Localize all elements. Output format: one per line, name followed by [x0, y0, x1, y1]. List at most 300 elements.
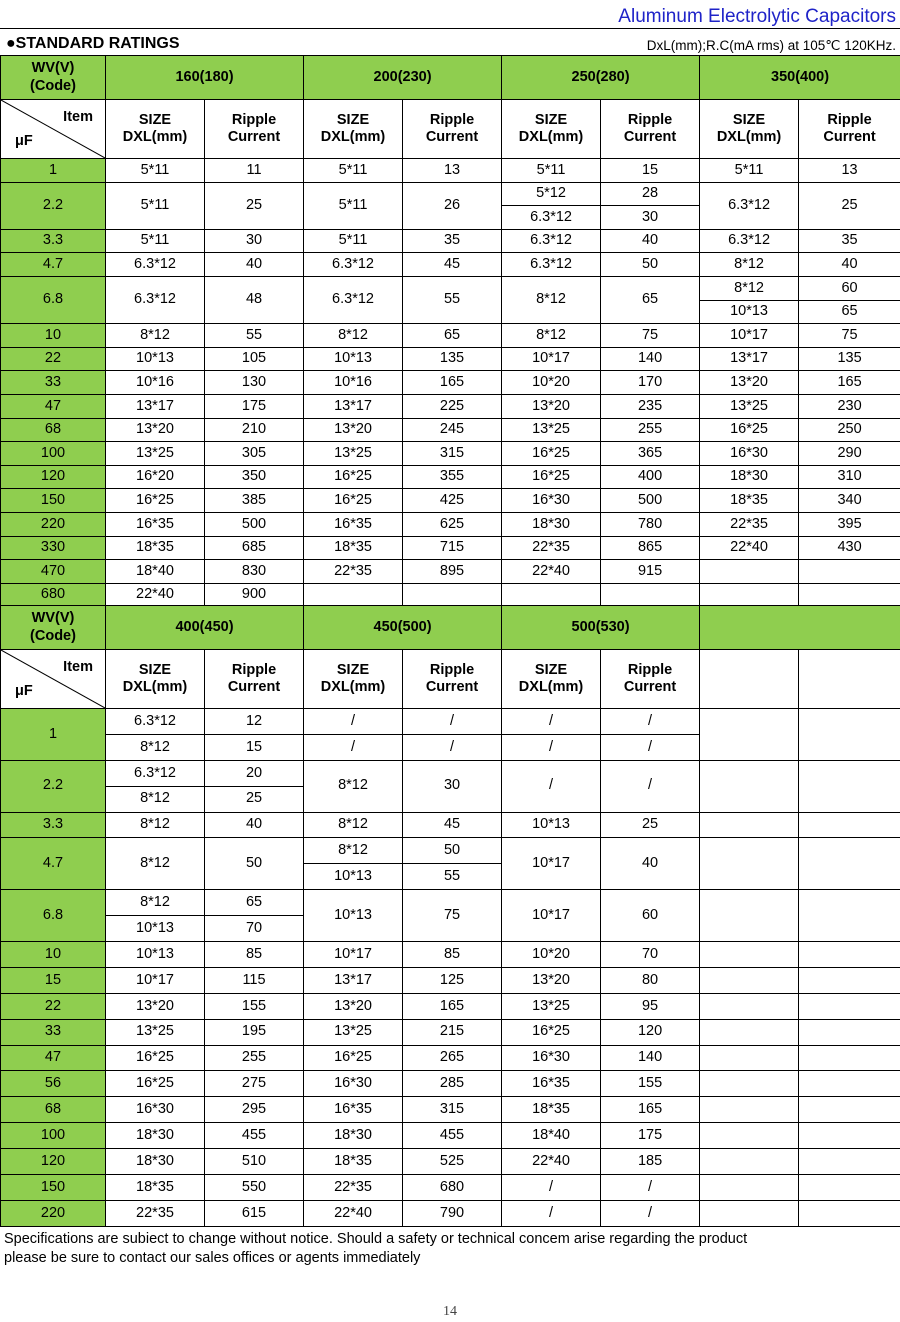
rating-cell: 155: [601, 1071, 700, 1097]
rating-cell: 425: [403, 489, 502, 513]
rating-cell: 6.3*12: [106, 709, 205, 735]
rating-cell: 55: [403, 276, 502, 323]
rating-cell: 10*16: [304, 371, 403, 395]
rating-row: [1, 512, 900, 536]
empty-header-cell: [799, 650, 900, 709]
rating-cell: [799, 890, 900, 942]
rating-cell: 18*35: [106, 536, 205, 560]
rating-cell: 170: [601, 371, 700, 395]
rating-cell: 13*25: [304, 442, 403, 466]
capacitance-cell: 100: [1, 442, 106, 466]
rating-cell: 5*11: [304, 182, 403, 229]
rating-cell: [799, 709, 900, 761]
rating-cell: 25: [205, 182, 304, 229]
rating-cell: 18*30: [700, 465, 799, 489]
rating-cell: 30: [601, 206, 700, 230]
rating-cell: 18*35: [700, 489, 799, 513]
rating-cell: 50: [403, 838, 502, 864]
rating-cell: 20: [205, 760, 304, 786]
rating-cell: 6.3*12: [106, 276, 205, 323]
disclaimer-line: Specifications are subiect to change without notice. Should a safety or technical concem arise regarding the product: [4, 1231, 748, 1247]
rating-cell: 26: [403, 182, 502, 229]
rating-cell: 16*25: [502, 442, 601, 466]
ratings-table-2: [0, 605, 900, 1227]
rating-row: [1, 1071, 900, 1097]
rating-cell: 16*25: [502, 1019, 601, 1045]
item-uf-corner-cell: [1, 650, 106, 709]
rating-cell: 780: [601, 512, 700, 536]
rating-cell: 140: [601, 1045, 700, 1071]
rating-cell: 40: [799, 253, 900, 277]
rating-cell: 120: [601, 1019, 700, 1045]
rating-cell: 16*25: [304, 489, 403, 513]
rating-cell: [799, 1071, 900, 1097]
rating-cell: 5*11: [304, 159, 403, 183]
rating-cell: 6.3*12: [700, 229, 799, 253]
rating-cell: 16*20: [106, 465, 205, 489]
rating-cell: 315: [403, 442, 502, 466]
capacitance-cell: 150: [1, 489, 106, 513]
rating-cell: 165: [799, 371, 900, 395]
rating-cell: [700, 838, 799, 890]
capacitance-cell: 6.8: [1, 276, 106, 323]
capacitance-cell: 220: [1, 512, 106, 536]
rating-cell: 70: [601, 942, 700, 968]
rating-cell: 715: [403, 536, 502, 560]
rating-cell: 16*35: [304, 512, 403, 536]
rating-cell: 8*12: [700, 253, 799, 277]
rating-row: [1, 583, 900, 607]
rating-row: [1, 182, 900, 206]
rating-cell: [700, 812, 799, 838]
rating-row: [1, 1123, 900, 1149]
capacitance-cell: 56: [1, 1071, 106, 1097]
rating-cell: /: [502, 709, 601, 735]
rating-cell: /: [502, 760, 601, 812]
rating-cell: 830: [205, 560, 304, 584]
capacitance-cell: 1: [1, 709, 106, 761]
rating-cell: [700, 1200, 799, 1226]
rating-cell: 10*13: [700, 300, 799, 324]
rating-cell: 10*20: [502, 371, 601, 395]
rating-cell: [799, 967, 900, 993]
rating-cell: 10*17: [502, 890, 601, 942]
ripple-column-header: Ripple Current: [403, 100, 502, 159]
rating-cell: [700, 1071, 799, 1097]
rating-cell: [799, 993, 900, 1019]
rating-cell: 16*30: [106, 1097, 205, 1123]
rating-row: [1, 838, 900, 864]
section-title: ●STANDARD RATINGS: [6, 35, 180, 52]
rating-cell: 365: [601, 442, 700, 466]
rating-cell: 395: [799, 512, 900, 536]
rating-cell: 250: [799, 418, 900, 442]
rating-cell: [700, 760, 799, 812]
rating-cell: 165: [403, 371, 502, 395]
rating-cell: [799, 1200, 900, 1226]
rating-cell: [799, 1123, 900, 1149]
rating-cell: /: [601, 734, 700, 760]
rating-cell: 625: [403, 512, 502, 536]
rating-cell: 95: [601, 993, 700, 1019]
ripple-column-header: Ripple Current: [403, 650, 502, 709]
size-column-header: SIZE DXL(mm): [106, 650, 205, 709]
rating-cell: 55: [403, 864, 502, 890]
ripple-column-header: Ripple Current: [205, 650, 304, 709]
disclaimer-note: [4, 1230, 747, 1268]
rating-cell: 8*12: [700, 276, 799, 300]
rating-cell: 22*40: [304, 1200, 403, 1226]
rating-cell: 22*35: [502, 536, 601, 560]
rating-cell: 18*40: [502, 1123, 601, 1149]
rating-cell: 8*12: [304, 760, 403, 812]
rating-cell: 13*25: [502, 993, 601, 1019]
rating-cell: 18*35: [502, 1097, 601, 1123]
rating-row: [1, 276, 900, 300]
rating-cell: 11: [205, 159, 304, 183]
rating-cell: /: [601, 760, 700, 812]
rating-cell: 455: [403, 1123, 502, 1149]
rating-cell: /: [502, 1200, 601, 1226]
rating-cell: 8*12: [106, 786, 205, 812]
rating-row: [1, 324, 900, 348]
uf-label: μF: [15, 132, 33, 149]
rating-cell: 5*11: [502, 159, 601, 183]
rating-cell: 10*17: [502, 347, 601, 371]
rating-cell: [700, 1123, 799, 1149]
rating-cell: [799, 1019, 900, 1045]
rating-cell: 45: [403, 812, 502, 838]
rating-cell: 130: [205, 371, 304, 395]
rating-cell: 510: [205, 1149, 304, 1175]
capacitance-cell: 47: [1, 1045, 106, 1071]
rating-row: [1, 760, 900, 786]
rating-cell: 13*20: [502, 394, 601, 418]
rating-row: [1, 347, 900, 371]
rating-cell: 13*25: [502, 418, 601, 442]
rating-cell: 6.3*12: [502, 229, 601, 253]
rating-row: [1, 253, 900, 277]
rating-cell: 22*35: [304, 560, 403, 584]
rating-cell: [700, 1045, 799, 1071]
rating-cell: 70: [205, 916, 304, 942]
rating-cell: 13*17: [304, 394, 403, 418]
rating-cell: 135: [403, 347, 502, 371]
rating-cell: /: [601, 1175, 700, 1201]
rating-cell: [700, 583, 799, 607]
rating-cell: 65: [403, 324, 502, 348]
item-label: Item: [63, 659, 93, 675]
rating-cell: 10*20: [502, 942, 601, 968]
rating-cell: /: [304, 709, 403, 735]
rating-cell: 75: [601, 324, 700, 348]
capacitance-cell: 3.3: [1, 812, 106, 838]
size-column-header: SIZE DXL(mm): [502, 650, 601, 709]
rating-cell: /: [403, 709, 502, 735]
rating-row: [1, 536, 900, 560]
rating-cell: 13*17: [106, 394, 205, 418]
rating-cell: 5*11: [106, 182, 205, 229]
rating-cell: [700, 1019, 799, 1045]
rating-cell: 25: [601, 812, 700, 838]
item-label: Item: [63, 109, 93, 125]
rating-cell: 55: [205, 324, 304, 348]
rating-cell: 255: [205, 1045, 304, 1071]
rating-cell: 215: [403, 1019, 502, 1045]
capacitance-cell: 1: [1, 159, 106, 183]
rating-cell: 6.3*12: [502, 253, 601, 277]
capacitance-cell: 120: [1, 1149, 106, 1175]
rating-row: [1, 442, 900, 466]
rating-cell: 5*11: [304, 229, 403, 253]
rating-cell: 13*25: [106, 442, 205, 466]
rating-cell: 60: [799, 276, 900, 300]
capacitance-cell: 3.3: [1, 229, 106, 253]
rating-cell: 235: [601, 394, 700, 418]
rating-cell: [799, 1149, 900, 1175]
rating-row: [1, 418, 900, 442]
rating-cell: 16*25: [502, 465, 601, 489]
capacitance-cell: 470: [1, 560, 106, 584]
rating-cell: 50: [601, 253, 700, 277]
rating-cell: 13: [799, 159, 900, 183]
rating-cell: 245: [403, 418, 502, 442]
rating-row: [1, 560, 900, 584]
rating-cell: 5*11: [106, 229, 205, 253]
rating-cell: 10*13: [502, 812, 601, 838]
voltage-header-row: [1, 56, 900, 100]
ratings-table-1: [0, 55, 900, 607]
rating-cell: 295: [205, 1097, 304, 1123]
rating-cell: 10*17: [304, 942, 403, 968]
rating-cell: 290: [799, 442, 900, 466]
page-number: 14: [443, 1304, 457, 1319]
size-column-header: SIZE DXL(mm): [304, 100, 403, 159]
rating-cell: 15: [601, 159, 700, 183]
rating-cell: [601, 583, 700, 607]
rating-cell: 140: [601, 347, 700, 371]
rating-row: [1, 709, 900, 735]
rating-cell: 5*11: [106, 159, 205, 183]
ripple-column-header: Ripple Current: [601, 650, 700, 709]
rating-cell: /: [502, 734, 601, 760]
capacitance-cell: 22: [1, 347, 106, 371]
rating-row: [1, 993, 900, 1019]
rating-cell: 13*20: [304, 418, 403, 442]
rating-cell: 13: [403, 159, 502, 183]
capacitance-cell: 33: [1, 371, 106, 395]
rating-cell: 13*20: [106, 418, 205, 442]
rating-row: [1, 890, 900, 916]
rating-cell: 16*25: [700, 418, 799, 442]
measurement-conditions: DxL(mm);R.C(mA rms) at 105℃ 120KHz.: [646, 38, 896, 53]
rating-cell: 6.3*12: [304, 276, 403, 323]
rating-cell: 10*13: [304, 890, 403, 942]
rating-cell: 30: [205, 229, 304, 253]
capacitance-cell: 680: [1, 583, 106, 607]
rating-cell: 10*13: [304, 347, 403, 371]
rating-cell: 22*40: [502, 560, 601, 584]
voltage-header-row: [1, 606, 900, 650]
rating-cell: 6.3*12: [106, 760, 205, 786]
rating-cell: 22*35: [700, 512, 799, 536]
rating-cell: 8*12: [106, 812, 205, 838]
rating-cell: 400: [601, 465, 700, 489]
rating-cell: 48: [205, 276, 304, 323]
rating-cell: 135: [799, 347, 900, 371]
capacitance-cell: 100: [1, 1123, 106, 1149]
rating-cell: 50: [205, 838, 304, 890]
rating-cell: 900: [205, 583, 304, 607]
rating-cell: [700, 890, 799, 942]
rating-row: [1, 394, 900, 418]
rating-cell: 255: [601, 418, 700, 442]
rating-cell: 8*12: [304, 838, 403, 864]
rating-cell: 40: [601, 229, 700, 253]
rating-cell: 16*30: [502, 1045, 601, 1071]
rating-cell: 230: [799, 394, 900, 418]
size-column-header: SIZE DXL(mm): [502, 100, 601, 159]
capacitance-cell: 120: [1, 465, 106, 489]
rating-cell: 25: [799, 182, 900, 229]
rating-row: [1, 1175, 900, 1201]
rating-cell: 355: [403, 465, 502, 489]
rating-cell: 65: [601, 276, 700, 323]
column-header-row: [1, 100, 900, 159]
voltage-header: 500(530): [502, 606, 700, 650]
rating-cell: 455: [205, 1123, 304, 1149]
rating-cell: 8*12: [106, 734, 205, 760]
ripple-column-header: Ripple Current: [205, 100, 304, 159]
rating-cell: 16*30: [700, 442, 799, 466]
rating-cell: [700, 1149, 799, 1175]
rating-cell: 8*12: [502, 276, 601, 323]
rating-cell: 210: [205, 418, 304, 442]
rating-cell: 10*13: [304, 864, 403, 890]
rating-row: [1, 1097, 900, 1123]
size-column-header: SIZE DXL(mm): [700, 100, 799, 159]
capacitance-cell: 2.2: [1, 760, 106, 812]
wv-code-header: WV(V) (Code): [1, 606, 106, 650]
size-column-header: SIZE DXL(mm): [106, 100, 205, 159]
rating-cell: 500: [205, 512, 304, 536]
rating-cell: 6.3*12: [502, 206, 601, 230]
rating-cell: 18*30: [106, 1149, 205, 1175]
rating-cell: [799, 1175, 900, 1201]
rating-cell: 350: [205, 465, 304, 489]
rating-cell: [700, 560, 799, 584]
rating-cell: 22*40: [502, 1149, 601, 1175]
rating-cell: 685: [205, 536, 304, 560]
rating-cell: 165: [601, 1097, 700, 1123]
rating-cell: 25: [205, 786, 304, 812]
rating-cell: 115: [205, 967, 304, 993]
capacitance-cell: 15: [1, 967, 106, 993]
rating-cell: [700, 1097, 799, 1123]
rating-cell: [700, 993, 799, 1019]
rating-cell: 75: [403, 890, 502, 942]
rating-cell: 35: [799, 229, 900, 253]
rating-cell: 225: [403, 394, 502, 418]
voltage-header: 450(500): [304, 606, 502, 650]
rating-row: [1, 1045, 900, 1071]
rating-cell: 85: [205, 942, 304, 968]
rating-cell: 80: [601, 967, 700, 993]
rating-cell: 680: [403, 1175, 502, 1201]
rating-row: [1, 159, 900, 183]
rating-row: [1, 967, 900, 993]
rating-cell: 6.3*12: [700, 182, 799, 229]
rating-cell: 13*25: [304, 1019, 403, 1045]
rating-cell: 18*40: [106, 560, 205, 584]
rating-cell: 15: [205, 734, 304, 760]
rating-cell: 10*13: [106, 942, 205, 968]
rating-cell: 13*20: [502, 967, 601, 993]
rating-cell: 35: [403, 229, 502, 253]
rating-cell: 8*12: [502, 324, 601, 348]
rating-cell: [403, 583, 502, 607]
rating-cell: 5*12: [502, 182, 601, 206]
rating-cell: 65: [205, 890, 304, 916]
rating-cell: 18*35: [304, 1149, 403, 1175]
rating-cell: [799, 942, 900, 968]
voltage-header: 350(400): [700, 56, 900, 100]
rating-row: [1, 1149, 900, 1175]
rating-cell: 10*17: [502, 838, 601, 890]
rating-cell: 60: [601, 890, 700, 942]
document-header-title: Aluminum Electrolytic Capacitors: [618, 6, 896, 27]
rating-cell: 18*30: [502, 512, 601, 536]
rating-cell: /: [601, 709, 700, 735]
capacitance-cell: 150: [1, 1175, 106, 1201]
capacitance-cell: 68: [1, 418, 106, 442]
rating-cell: 865: [601, 536, 700, 560]
rating-cell: 105: [205, 347, 304, 371]
rating-row: [1, 1200, 900, 1226]
rating-cell: 265: [403, 1045, 502, 1071]
rating-cell: /: [304, 734, 403, 760]
capacitance-cell: 10: [1, 324, 106, 348]
rating-cell: 28: [601, 182, 700, 206]
rating-cell: 525: [403, 1149, 502, 1175]
rating-cell: 18*35: [106, 1175, 205, 1201]
rating-cell: 165: [403, 993, 502, 1019]
voltage-header: 200(230): [304, 56, 502, 100]
item-uf-corner-cell: [1, 100, 106, 159]
rating-row: [1, 371, 900, 395]
rating-cell: 10*17: [700, 324, 799, 348]
rating-cell: 340: [799, 489, 900, 513]
rating-cell: 550: [205, 1175, 304, 1201]
rating-cell: 40: [205, 253, 304, 277]
rating-cell: 13*25: [106, 1019, 205, 1045]
rating-cell: 275: [205, 1071, 304, 1097]
capacitance-cell: 10: [1, 942, 106, 968]
disclaimer-line: please be sure to contact our sales offices or agents immediately: [4, 1250, 421, 1266]
rating-cell: 13*17: [304, 967, 403, 993]
rating-cell: /: [601, 1200, 700, 1226]
capacitance-cell: 6.8: [1, 890, 106, 942]
rating-cell: 8*12: [106, 324, 205, 348]
rating-cell: 305: [205, 442, 304, 466]
rating-cell: 30: [403, 760, 502, 812]
capacitance-cell: 2.2: [1, 182, 106, 229]
rating-cell: 125: [403, 967, 502, 993]
rating-cell: 16*25: [106, 1071, 205, 1097]
rating-cell: 13*20: [700, 371, 799, 395]
rating-cell: 16*25: [106, 489, 205, 513]
size-column-header: SIZE DXL(mm): [304, 650, 403, 709]
